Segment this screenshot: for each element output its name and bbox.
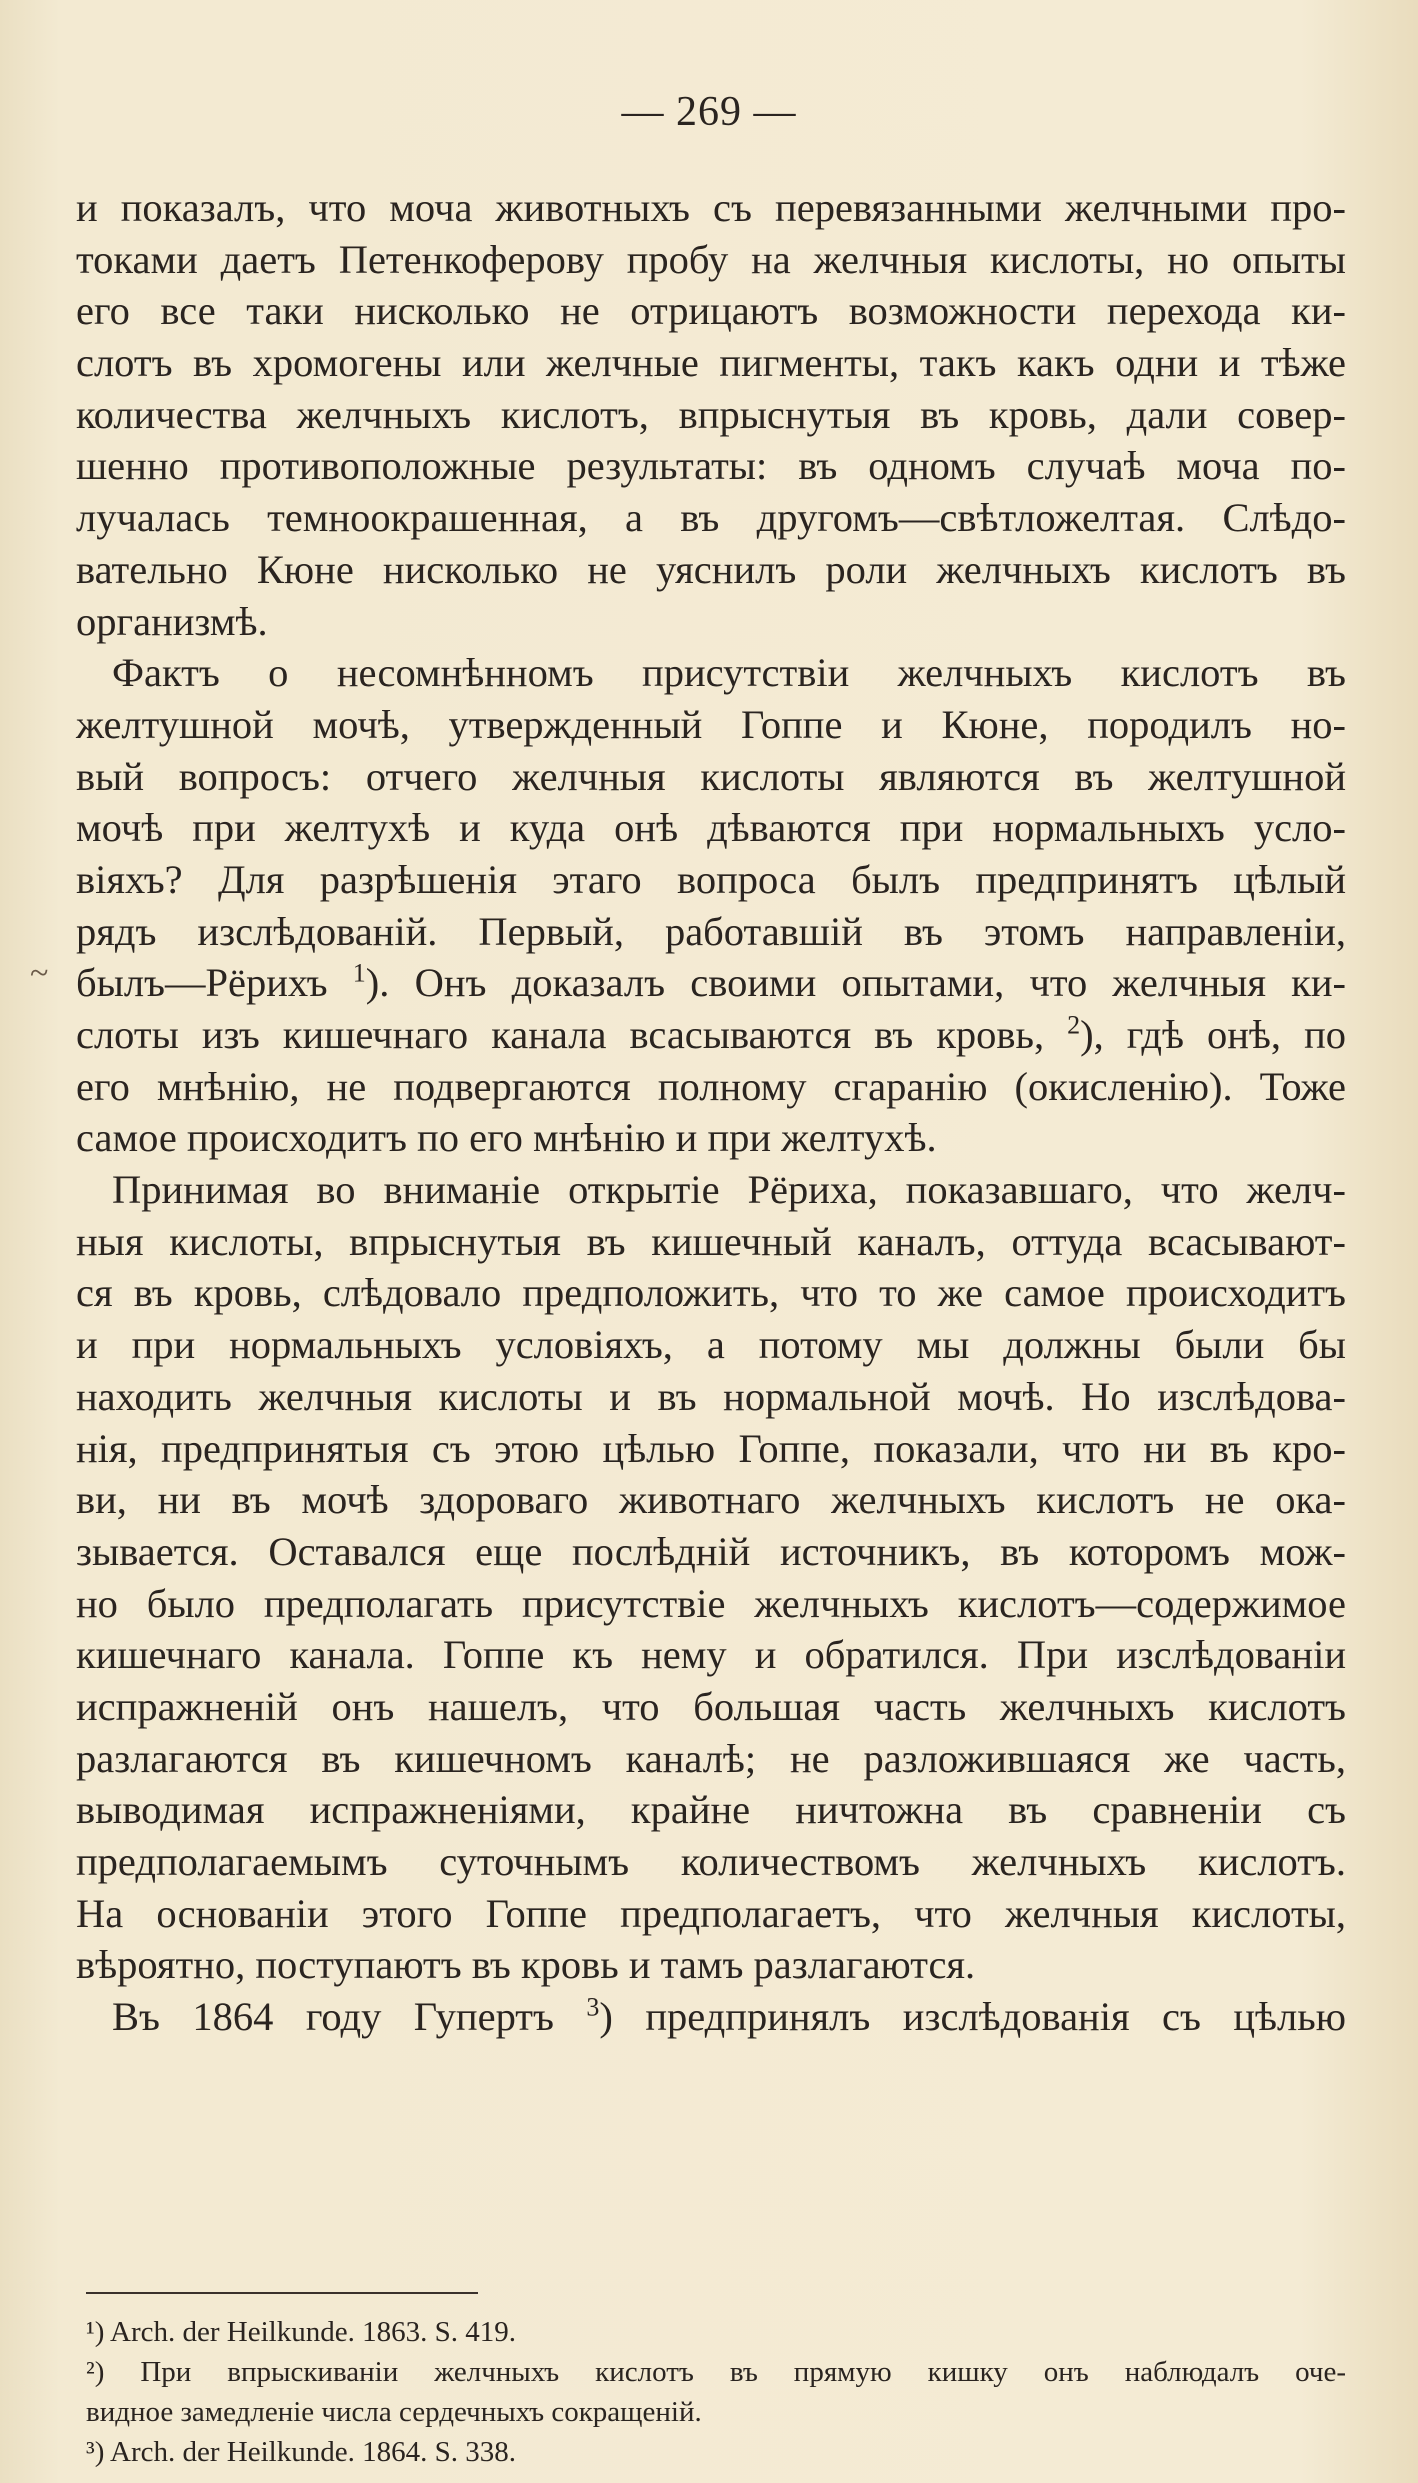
footnote-text: При впрыскиваніи желчныхъ кислотъ въ прямую кишку онъ наблюдалъ оче- (140, 2356, 1346, 2388)
text-line: На основаніи этого Гоппе предполагаетъ, что желчныя кислоты, (76, 1890, 1346, 1936)
text-line: зывается. Оставался еще послѣдній источникъ, въ которомъ мож- (76, 1528, 1346, 1574)
paragraph-start: Фактъ о несомнѣнномъ присутствіи желчныхъ кислотъ въ (112, 650, 1346, 696)
text-line: нія, предпринятыя съ этою цѣлью Гоппе, показали, что ни въ кро- (76, 1425, 1346, 1471)
text-line-with-note (76, 1009, 1346, 1061)
footnote-mark: ¹) (86, 2316, 105, 2348)
text-line: віяхъ? Для разрѣшенія этаго вопроса былъ предпринятъ цѣлый (76, 856, 1346, 902)
footnote-ref: 2 (1067, 1010, 1081, 1040)
text-line: его мнѣнію, не подвергаются полному сгаранію (окисленію). Тоже (76, 1063, 1346, 1109)
text-line: вѣроятно, поступаютъ въ кровь и тамъ разлагаются. (76, 1942, 976, 1988)
text-line-with-note (76, 957, 1346, 1009)
footnote (86, 2432, 1346, 2472)
text-line: находить желчныя кислоты и въ нормальной мочѣ. Но изслѣдова- (76, 1373, 1346, 1419)
body-text (76, 182, 1346, 2043)
text-line: количества желчныхъ кислотъ, впрыснутыя въ кровь, дали совер- (76, 391, 1346, 437)
footnotes (86, 2312, 1346, 2472)
text-fragment: ) (599, 1994, 613, 2040)
text-line: токами даетъ Петенкоферову пробу на желчныя кислоты, но опыты (76, 236, 1346, 282)
text-line: разлагаются въ кишечномъ каналѣ; не разложившаяся же часть, (76, 1735, 1346, 1781)
text-fragment: Въ 1864 году Гупертъ (112, 1994, 554, 2040)
text-line: ныя кислоты, впрыснутыя въ кишечный каналъ, оттуда всасывают- (76, 1218, 1346, 1264)
paragraph-start-with-note (76, 1991, 1346, 2043)
text-line: кишечнаго канала. Гоппе къ нему и обратился. При изслѣдованіи (76, 1632, 1346, 1678)
text-line: желтушной мочѣ, утвержденный Гоппе и Кюне, породилъ но- (76, 701, 1346, 747)
text-line: организмѣ. (76, 598, 268, 644)
footnote-mark: ²) (86, 2356, 105, 2388)
text-line: самое происходитъ по его мнѣнію и при желтухѣ. (76, 1115, 937, 1161)
text-line: и показалъ, что моча животныхъ съ перевязанными желчными про- (76, 185, 1346, 230)
footnote-ref: 1 (352, 958, 366, 988)
text-line: предполагаемымъ суточнымъ количествомъ желчныхъ кислотъ. (76, 1839, 1346, 1884)
text-line: вательно Кюне нисколько не уяснилъ роли желчныхъ кислотъ въ (76, 546, 1346, 592)
text-line: шенно противоположные результаты: въ одномъ случаѣ моча по- (76, 443, 1346, 489)
text-line: слотъ въ хромогены или желчные пигменты, такъ какъ одни и тѣже (76, 340, 1346, 386)
paragraph-start: Принимая во вниманіе открытіе Рёриха, показавшаго, что желч- (112, 1167, 1346, 1213)
footnote-ref: 3 (586, 1992, 600, 2022)
text-line: его все таки нисколько не отрицаютъ возможности перехода ки- (76, 288, 1346, 334)
text-line: мочѣ при желтухѣ и куда онѣ дѣваются при нормальныхъ усло- (76, 805, 1346, 851)
text-line: испражненій онъ нашелъ, что большая часть желчныхъ кислотъ (76, 1683, 1346, 1729)
text-line: вый вопросъ: отчего желчныя кислоты являются въ желтушной (76, 753, 1346, 799)
footnote-text: Arch. der Heilkunde. 1863. S. 419. (110, 2316, 516, 2348)
text-line: но было предполагать присутствіе желчныхъ кислотъ—содержимое (76, 1580, 1346, 1626)
text-line: рядъ изслѣдованій. Первый, работавшій въ этомъ направленіи, (76, 908, 1346, 954)
text-fragment: ), гдѣ онѣ, по (1080, 1012, 1347, 1057)
footnote-mark: ³) (86, 2436, 105, 2468)
text-line: лучалась темноокрашенная, а въ другомъ—свѣтложелтая. Слѣдо- (76, 495, 1346, 541)
footnote-divider (86, 2292, 478, 2294)
text-line: ви, ни въ мочѣ здороваго животнаго желчныхъ кислотъ не ока- (76, 1477, 1346, 1523)
text-line: ся въ кровь, слѣдовало предположить, что то же самое происходитъ (76, 1270, 1346, 1316)
footnote (86, 2352, 1346, 2392)
text-fragment: слоты изъ кишечнаго канала всасываются въ кровь, (76, 1012, 1045, 1057)
footnote-continuation: видное замедленіе числа сердечныхъ сокращеній. (86, 2396, 702, 2428)
text-line: и при нормальныхъ условіяхъ, а потому мы должны были бы (76, 1322, 1346, 1368)
text-line: выводимая испражненіями, крайне ничтожна въ сравненіи съ (76, 1787, 1346, 1833)
text-fragment: былъ—Рёрихъ (76, 960, 328, 1006)
footnote (86, 2312, 1346, 2352)
text-fragment: предпринялъ изслѣдованія съ цѣлью (645, 1994, 1346, 2040)
margin-mark: ~ (30, 955, 49, 992)
text-fragment: ). Онъ доказалъ своими опытами, что желчныя ки- (365, 960, 1346, 1006)
page-number: — 269 — (621, 89, 797, 135)
footnote-text: Arch. der Heilkunde. 1864. S. 338. (110, 2436, 516, 2468)
